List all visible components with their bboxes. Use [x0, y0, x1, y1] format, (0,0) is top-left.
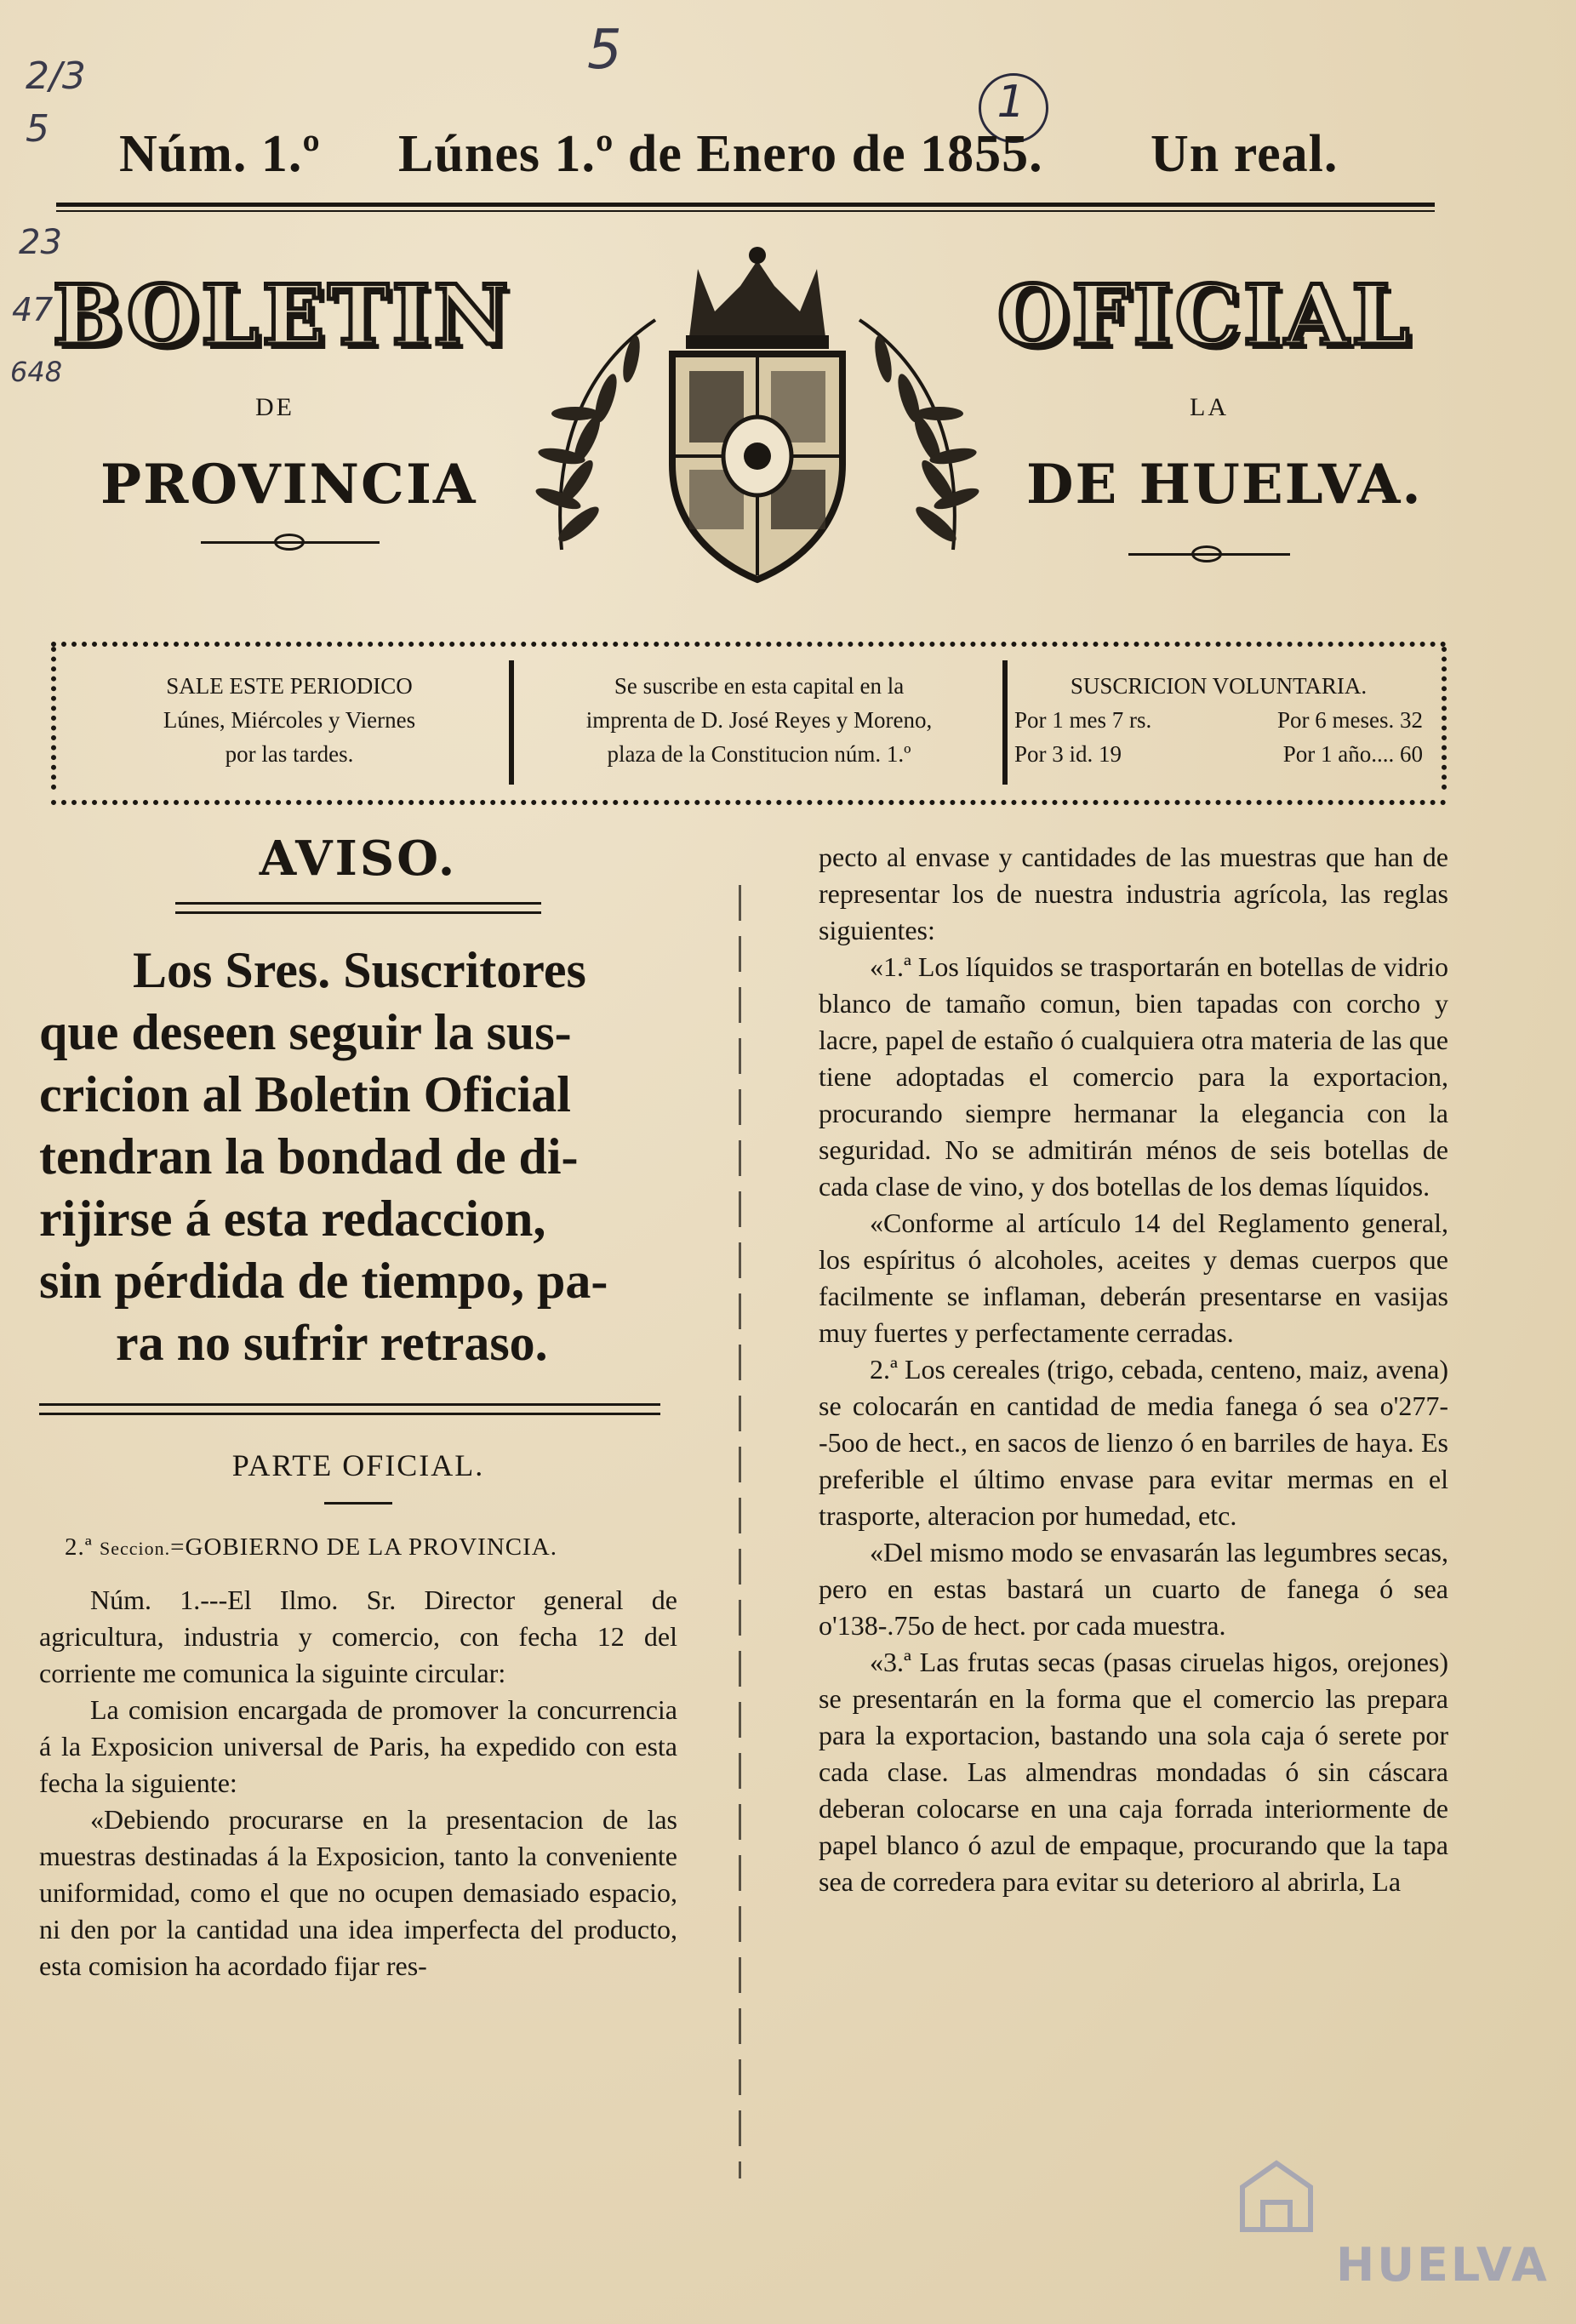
archive-stamp-icon — [1225, 2153, 1328, 2238]
ornament-knot-left — [274, 534, 305, 551]
masthead-rule — [56, 203, 1435, 212]
title-word-right: OFICIAL — [997, 267, 1413, 363]
box-column-middle — [522, 669, 996, 771]
parte-oficial-title: PARTE OFICIAL. — [231, 1448, 485, 1482]
section-rule — [39, 1403, 660, 1415]
box-text: SALE ESTE PERIODICO — [166, 673, 413, 699]
box-border-right — [1442, 647, 1447, 790]
paragraph: 2.ª Los cereales (trigo, cebada, centeno, maiz, avena) se colocarán en cantidad de media fanega ó sea o'277--5oo de hect., en sacos de lienzo ó en barriles de haya. Es preferible el último envase para evitar mermas en el trasporte, alteracion por humedad, etc. — [819, 1354, 1448, 1531]
box-divider — [509, 660, 514, 785]
title-small-right: LA — [1190, 393, 1229, 421]
folio-number: 1 — [996, 77, 1025, 128]
paragraph: Núm. 1.---El Ilmo. Sr. Director general de agricultura, industria y comercio, con fecha 12 del corriente me comunica la siguinte circular: — [39, 1585, 677, 1688]
box-divider — [1002, 660, 1008, 785]
margin-note: 23 — [19, 223, 62, 262]
title-big-right: DE HUELVA. — [1026, 453, 1423, 517]
price-cell: Por 1 año.... 60 — [1282, 741, 1423, 767]
margin-note: 5 — [587, 19, 622, 82]
column-divider — [739, 885, 741, 2178]
price-cell: Por 1 mes 7 rs. — [1014, 707, 1152, 733]
price-row — [1014, 703, 1423, 737]
ornament-knot-right — [1191, 545, 1222, 562]
issue-price: Un real. — [1151, 125, 1339, 183]
box-column-left — [85, 669, 494, 771]
box-text: por las tardes. — [225, 741, 354, 767]
margin-note: 2/3 — [26, 54, 86, 98]
section-word: Seccion. — [100, 1538, 171, 1559]
aviso-line: rijirse á esta redaccion, — [39, 1191, 546, 1247]
box-text: imprenta de D. José Reyes y Moreno, — [585, 707, 933, 733]
aviso-title: AVISO. — [259, 831, 458, 887]
title-small-left: DE — [255, 393, 294, 421]
paragraph: La comision encargada de promover la concurrencia á la Exposicion universal de Paris, ha expedido con esta fecha la siguiente: — [39, 1694, 677, 1798]
section-label — [39, 1533, 677, 1562]
paragraph: «Conforme al artículo 14 del Reglamento general, los espíritus ó alcoholes, aceites y demas cuerpos que facilmente se inflaman, deberán presentarse en vasijas muy fuertes y perfectamente cerradas. — [819, 1208, 1448, 1348]
price-cell: Por 3 id. 19 — [1014, 741, 1122, 767]
parte-rule — [324, 1502, 392, 1505]
issue-date: Lúnes 1.º de Enero de 1855. — [398, 125, 1043, 183]
paragraph: «Debiendo procurarse en la presentacion de las muestras destinadas á la Exposicion, tanto la conveniente uniformidad, como el que no ocupen demasiado espacio, ni den por la cantidad una idea imperfecta del producto, esta comision ha acordado fijar res- — [39, 1804, 677, 1981]
title-big-left: PROVINCIA — [100, 453, 477, 517]
section-number: 2.ª — [65, 1533, 93, 1561]
price-cell: Por 6 meses. 32 — [1277, 707, 1423, 733]
aviso-line: Los Sres. Suscritores — [133, 942, 586, 998]
aviso-line: cricion al Boletin Oficial — [39, 1066, 571, 1122]
aviso-line: tendran la bondad de di- — [39, 1128, 579, 1185]
paragraph: «1.ª Los líquidos se trasportarán en botellas de vidrio blanco de tamaño comun, bien tapadas con corcho y lacre, papel de estaño ó cualquiera otra materia de las que tiene adoptadas el comercio para la exportacion, procurando siempre hermanar la elegancia con la seguridad. No se admitirán ménos de seis botellas de cada clase de vino, y dos botellas de los demas líquidos. — [819, 951, 1448, 1202]
aviso-body — [39, 939, 677, 1374]
box-text: plaza de la Constitucion núm. 1.º — [607, 741, 911, 767]
archive-stamp-text: HUELVA — [1336, 2238, 1550, 2292]
right-column — [819, 839, 1448, 1900]
title-word-left: BOLETIN — [53, 267, 512, 363]
aviso-line: que deseen seguir la sus- — [39, 1004, 572, 1060]
aviso-line: sin pérdida de tiempo, pa- — [39, 1253, 608, 1309]
issue-number: Núm. 1.º — [119, 125, 321, 183]
box-border-left — [51, 647, 56, 790]
paragraph: pecto al envase y cantidades de las muestras que han de representar los de nuestra industria agrícola, las reglas siguientes: — [819, 842, 1448, 945]
box-text: Se suscribe en esta capital en la — [614, 673, 905, 699]
left-column-text — [39, 1582, 677, 1984]
box-text: Lúnes, Miércoles y Viernes — [163, 707, 416, 733]
left-column — [39, 831, 677, 1984]
margin-note: 47 — [12, 291, 54, 328]
paragraph: «3.ª Las frutas secas (pasas ciruelas higos, orejones) se presentarán en la forma que el comercio las prepara para la exportacion, bastando una sola caja ó serete por cada clase. Las almendras mondadas ó sin cáscara deberan colocarse en una caja forrada interiormente de papel blanco ó azul de empaque, procurando que la tapa sea de corredera para evitar su deterioro al abrirla, La — [819, 1647, 1448, 1897]
section-name: =GOBIERNO DE LA PROVINCIA. — [170, 1533, 557, 1561]
paragraph: «Del mismo modo se envasarán las legumbres secas, pero en estas bastará un cuarto de fanega ó sea o'138-.75o de hect. por cada muestra. — [819, 1537, 1448, 1641]
coat-of-arms-icon — [528, 243, 987, 601]
aviso-line: ra no sufrir retraso. — [116, 1315, 548, 1371]
margin-note: 5 — [26, 107, 49, 151]
box-title: SUSCRICION VOLUNTARIA. — [1070, 673, 1368, 699]
aviso-rule — [175, 902, 541, 914]
box-column-right — [1014, 669, 1423, 771]
margin-note: 648 — [10, 356, 63, 388]
price-row — [1014, 737, 1423, 771]
